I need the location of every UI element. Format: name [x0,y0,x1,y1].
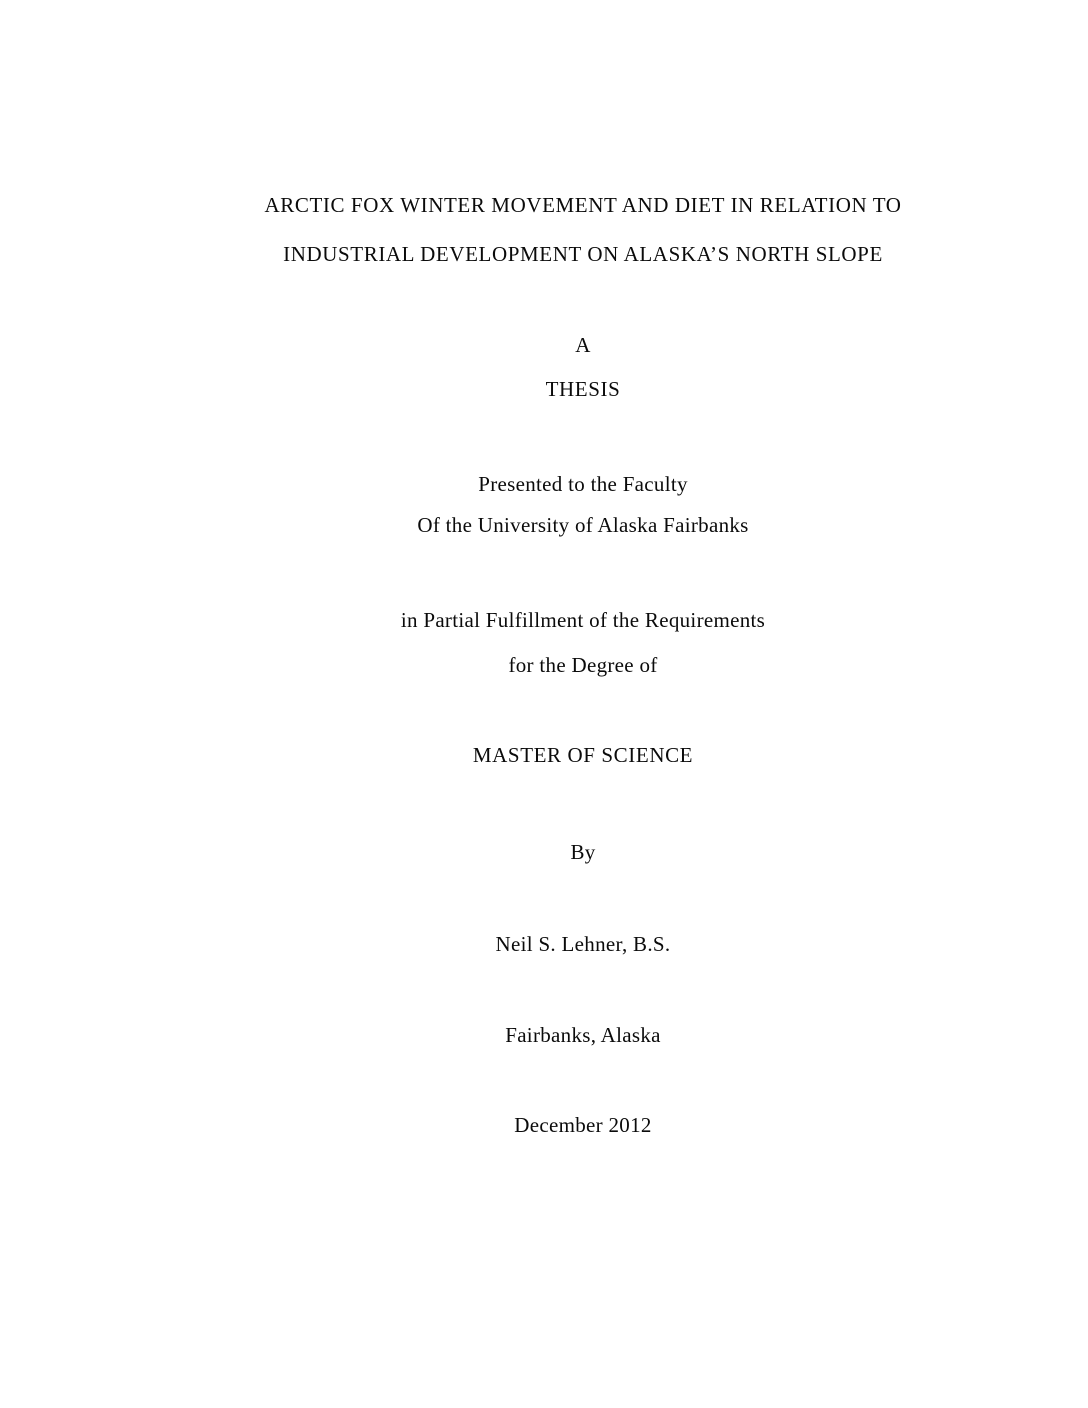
document-article-word: A [575,333,591,357]
author-name: Neil S. Lehner, B.S. [495,932,671,956]
by-line: By [570,840,596,864]
presented-to-line: Presented to the Faculty [478,472,688,496]
degree-name: MASTER OF SCIENCE [472,743,694,767]
thesis-title-line-1: ARCTIC FOX WINTER MOVEMENT AND DIET IN RELATION TO [264,193,902,217]
institution-line: Of the University of Alaska Fairbanks [417,513,749,537]
document-type-label: THESIS [545,377,621,401]
location-line: Fairbanks, Alaska [505,1023,661,1047]
date-line: December 2012 [514,1113,652,1137]
thesis-title-line-2: INDUSTRIAL DEVELOPMENT ON ALASKA’S NORTH SLOPE [283,242,883,266]
fulfillment-line: in Partial Fulfillment of the Requirements [400,608,766,632]
degree-intro-line: for the Degree of [508,653,658,677]
